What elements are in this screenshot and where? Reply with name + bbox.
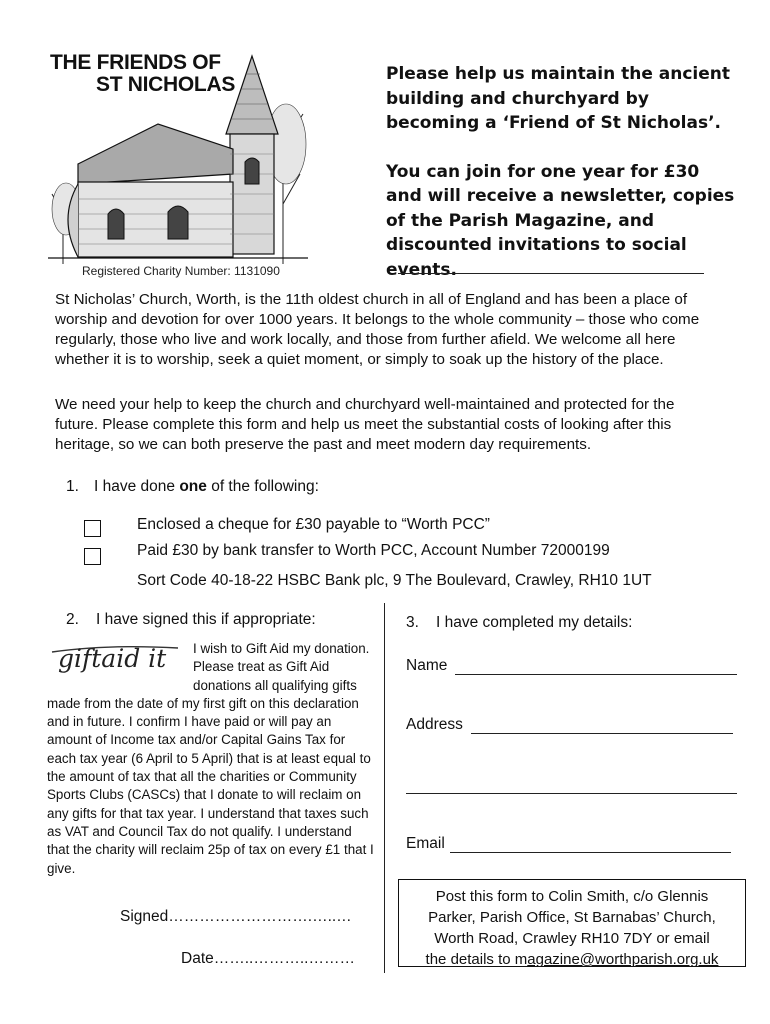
section-3-heading (406, 614, 632, 632)
section-2-number: 2. (66, 611, 79, 628)
post-line-4 (407, 949, 737, 970)
post-line-4-prefix: the details to m (425, 951, 528, 968)
postal-instructions-box (398, 879, 746, 967)
email-field[interactable] (450, 852, 731, 853)
section-1-text-after: of the following: (206, 478, 319, 495)
column-divider (384, 603, 385, 973)
charity-number: Registered Charity Number: 1131090 (82, 264, 280, 278)
sort-code-details: Sort Code 40-18-22 HSBC Bank plc, 9 The Boulevard, Crawley, RH10 1UT (137, 572, 652, 589)
name-field[interactable] (455, 674, 737, 675)
cheque-checkbox[interactable] (84, 520, 101, 537)
section-1-number: 1. (66, 478, 79, 495)
intro-block (386, 62, 736, 282)
gift-aid-logo-text: giftaid it (58, 644, 167, 673)
section-2-heading (66, 611, 316, 629)
section-3-number: 3. (406, 614, 419, 631)
cheque-option-label: Enclosed a cheque for £30 payable to “Worth PCC” (137, 516, 490, 533)
gift-aid-logo (48, 640, 186, 678)
address-label: Address (406, 716, 463, 733)
address-field-line-2[interactable] (406, 793, 737, 794)
church-history-paragraph: St Nicholas’ Church, Worth, is the 11th oldest church in all of England and has been a place of worship and devotion for over 1000 years. It belongs to the whole community – those who come regularly, those who live and work locally, and those from further afield. We welcome all here whether it is to worship, seek a quiet moment, or simply to soak up the history of the place. (55, 291, 700, 368)
section-1-heading (66, 478, 319, 496)
logo-line-1: THE FRIENDS OF (50, 51, 221, 74)
intro-membership-offer: You can join for one year for £30 and will receive a newsletter, copies of the Parish Magazine, and discounted invitations to social events. (386, 161, 735, 280)
intro-appeal: Please help us maintain the ancient building and churchyard by becoming a ‘Friend of St Nicholas’. (386, 64, 731, 133)
section-2-heading-text: I have signed this if appropriate: (96, 611, 316, 628)
section-1-text-before: I have done (94, 478, 180, 495)
bank-transfer-option-label: Paid £30 by bank transfer to Worth PCC, Account Number 72000199 (137, 542, 610, 559)
section-3-heading-text: I have completed my details: (436, 614, 633, 631)
bank-transfer-checkbox[interactable] (84, 548, 101, 565)
post-line-3: Worth Road, Crawley RH10 7DY or email (434, 930, 710, 947)
section-1-text-bold: one (179, 478, 207, 495)
gift-aid-declaration-text: I wish to Gift Aid my donation. Please treat as Gift Aid donations all qualifying gifts made from the date of my first gift on this declaration and in future. I confirm I have paid or will pay an amount of Income tax and/or Capital Gains Tax for each tax year (6 April to 5 April) that is at least equal to the amount of tax that all the charities or Community Sports Clubs (CASCs) that I donate to will reclaim on any gifts for that tax year. I understand that taxes such as VAT and Council Tax do not qualify. I understand that the charity will reclaim 25p of tax on every £1 that I give. (47, 641, 374, 876)
post-line-1: Post this form to Colin Smith, c/o Glennis (435, 888, 709, 905)
church-illustration (48, 44, 308, 266)
magazine-email-link[interactable]: agazine@worthparish.org.uk (527, 951, 719, 968)
post-line-2: Parker, Parish Office, St Barnabas’ Church, (428, 909, 716, 926)
signature-field[interactable]: Signed……………………….…..… (120, 908, 352, 925)
appeal-paragraph: We need your help to keep the church and churchyard well-maintained and protected for the future. Please complete this form and help us meet the substantial costs of looking after this heritage, so we can both preserve the past and meet modern day requirements. (55, 396, 675, 453)
intro-divider (398, 273, 704, 274)
address-field-line-1[interactable] (471, 733, 733, 734)
date-field[interactable]: Date……..………..……… (181, 950, 355, 967)
name-label: Name (406, 657, 448, 674)
email-label: Email (406, 835, 445, 852)
logo-line-2: ST NICHOLAS (96, 73, 236, 96)
